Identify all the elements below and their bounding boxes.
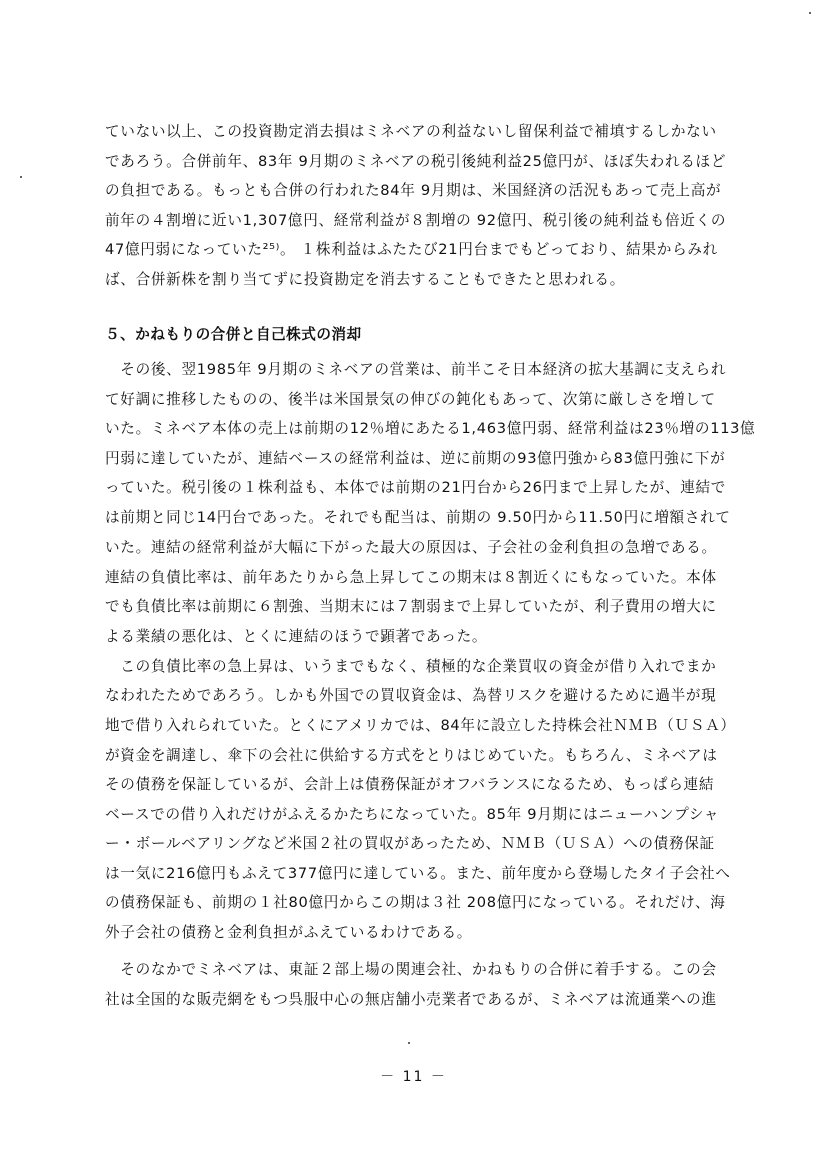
text-line: 社は全国的な販売網をもつ呉服中心の無店舗小売業者であるが、ミネベアは流通業への進	[105, 991, 717, 1008]
scan-speck	[809, 12, 811, 14]
text-line: が資金を調達し、傘下の会社に供給する方式をとりはじめていた。もちろん、ミネベアは	[105, 747, 718, 764]
text-line: その債務を保証しているが、会計上は債務保証がオフバランスになるため、もっぱら連結	[105, 776, 715, 793]
text-line: いた。連結の経常利益が大幅に下がった最大の原因は、子会社の金利負担の急増である。	[105, 539, 717, 556]
text-line: の債務保証も、前期の１社80億円からこの期は３社 208億円になっている。それだけ、海	[105, 894, 726, 911]
text-line: 前年の４割増に近い1,307億円、経常利益が８割増の 92億円、税引後の純利益も倍近くの	[105, 212, 727, 229]
text-line: ベースでの借り入れだけがふえるかたちになっていた。85年 9月期にはニューハンプシャ	[105, 806, 720, 823]
text-line: 47億円弱になっていた²⁵⁾。 １株利益はふたたび21円台までもどっており、結果からみれ	[105, 241, 718, 258]
text-line: ー・ボールベアリングなど米国２社の買収があったため、ＮＭＢ（ＵＳＡ）への債務保証	[105, 835, 715, 852]
text-line: っていた。税引後の１株利益も、本体では前期の21円台から26円まで上昇したが、連結で	[105, 479, 727, 496]
text-line: であろう。合併前年、83年 9月期のミネベアの税引後純利益25億円が、ほぼ失われるほど	[105, 153, 727, 170]
text-line: ていない以上、この投資勘定消去損はミネベアの利益ないし留保利益で補填するしかない	[105, 123, 717, 140]
scan-speck	[20, 176, 22, 178]
section-heading: ５、かねもりの合併と自己株式の消却	[105, 326, 362, 343]
text-line: よる業績の悪化は、とくに連結のほうで顕著であった。	[105, 628, 488, 645]
text-line: この負債比率の急上昇は、いうまでもなく、積極的な企業買収の資金が借り入れでまか	[105, 658, 717, 675]
text-line: 円弱に達していたが、連結ベースの経常利益は、逆に前期の93億円強から83億円強に下が	[105, 450, 726, 467]
text-line: ば、合併新株を割り当てずに投資勘定を消去することもできたと思われる。	[105, 271, 625, 288]
text-line: の負担である。もっとも合併の行われた84年 9月期は、米国経済の活況もあって売上高が	[105, 182, 722, 199]
text-line: その後、翌1985年 9月期のミネベアの営業は、前半こそ日本経済の拡大基調に支えられ	[105, 361, 727, 378]
text-line: なわれたためであろう。しかも外国での買収資金は、為替リスクを避けるために過半が現	[105, 687, 717, 704]
text-line: 外子会社の債務と金利負担がふえているわけである。	[105, 924, 473, 941]
scan-speck	[408, 1042, 410, 1044]
page-number: － 11 －	[380, 1069, 447, 1085]
text-line: は前期と同じ14円台であった。それでも配当は、前期の 9.50円から11.50円に増額されて	[105, 509, 731, 526]
text-line: 地で借り入れられていた。とくにアメリカでは、84年に設立した持株会社ＮＭＢ（ＵＳＡ）	[105, 717, 736, 734]
text-line: て好調に推移したものの、後半は米国景気の伸びの鈍化もあって、次第に厳しさを増して	[105, 391, 716, 408]
text-line: いた。ミネベア本体の売上は前期の12％増にあたる1,463億円弱、経常利益は23％増の113億	[105, 420, 756, 437]
text-line: は一気に216億円もふえて377億円に達している。また、前年度から登場したタイ子会社へ	[105, 865, 731, 882]
text-line: 連結の負債比率は、前年あたりから急上昇してこの期末は８割近くにもなっていた。本体	[105, 569, 717, 586]
text-line: そのなかでミネベアは、東証２部上場の関連会社、かねもりの合併に着手する。この会	[105, 961, 717, 978]
text-line: でも負債比率は前期に６割強、当期末には７割弱まで上昇していたが、利子費用の増大に	[105, 598, 717, 615]
